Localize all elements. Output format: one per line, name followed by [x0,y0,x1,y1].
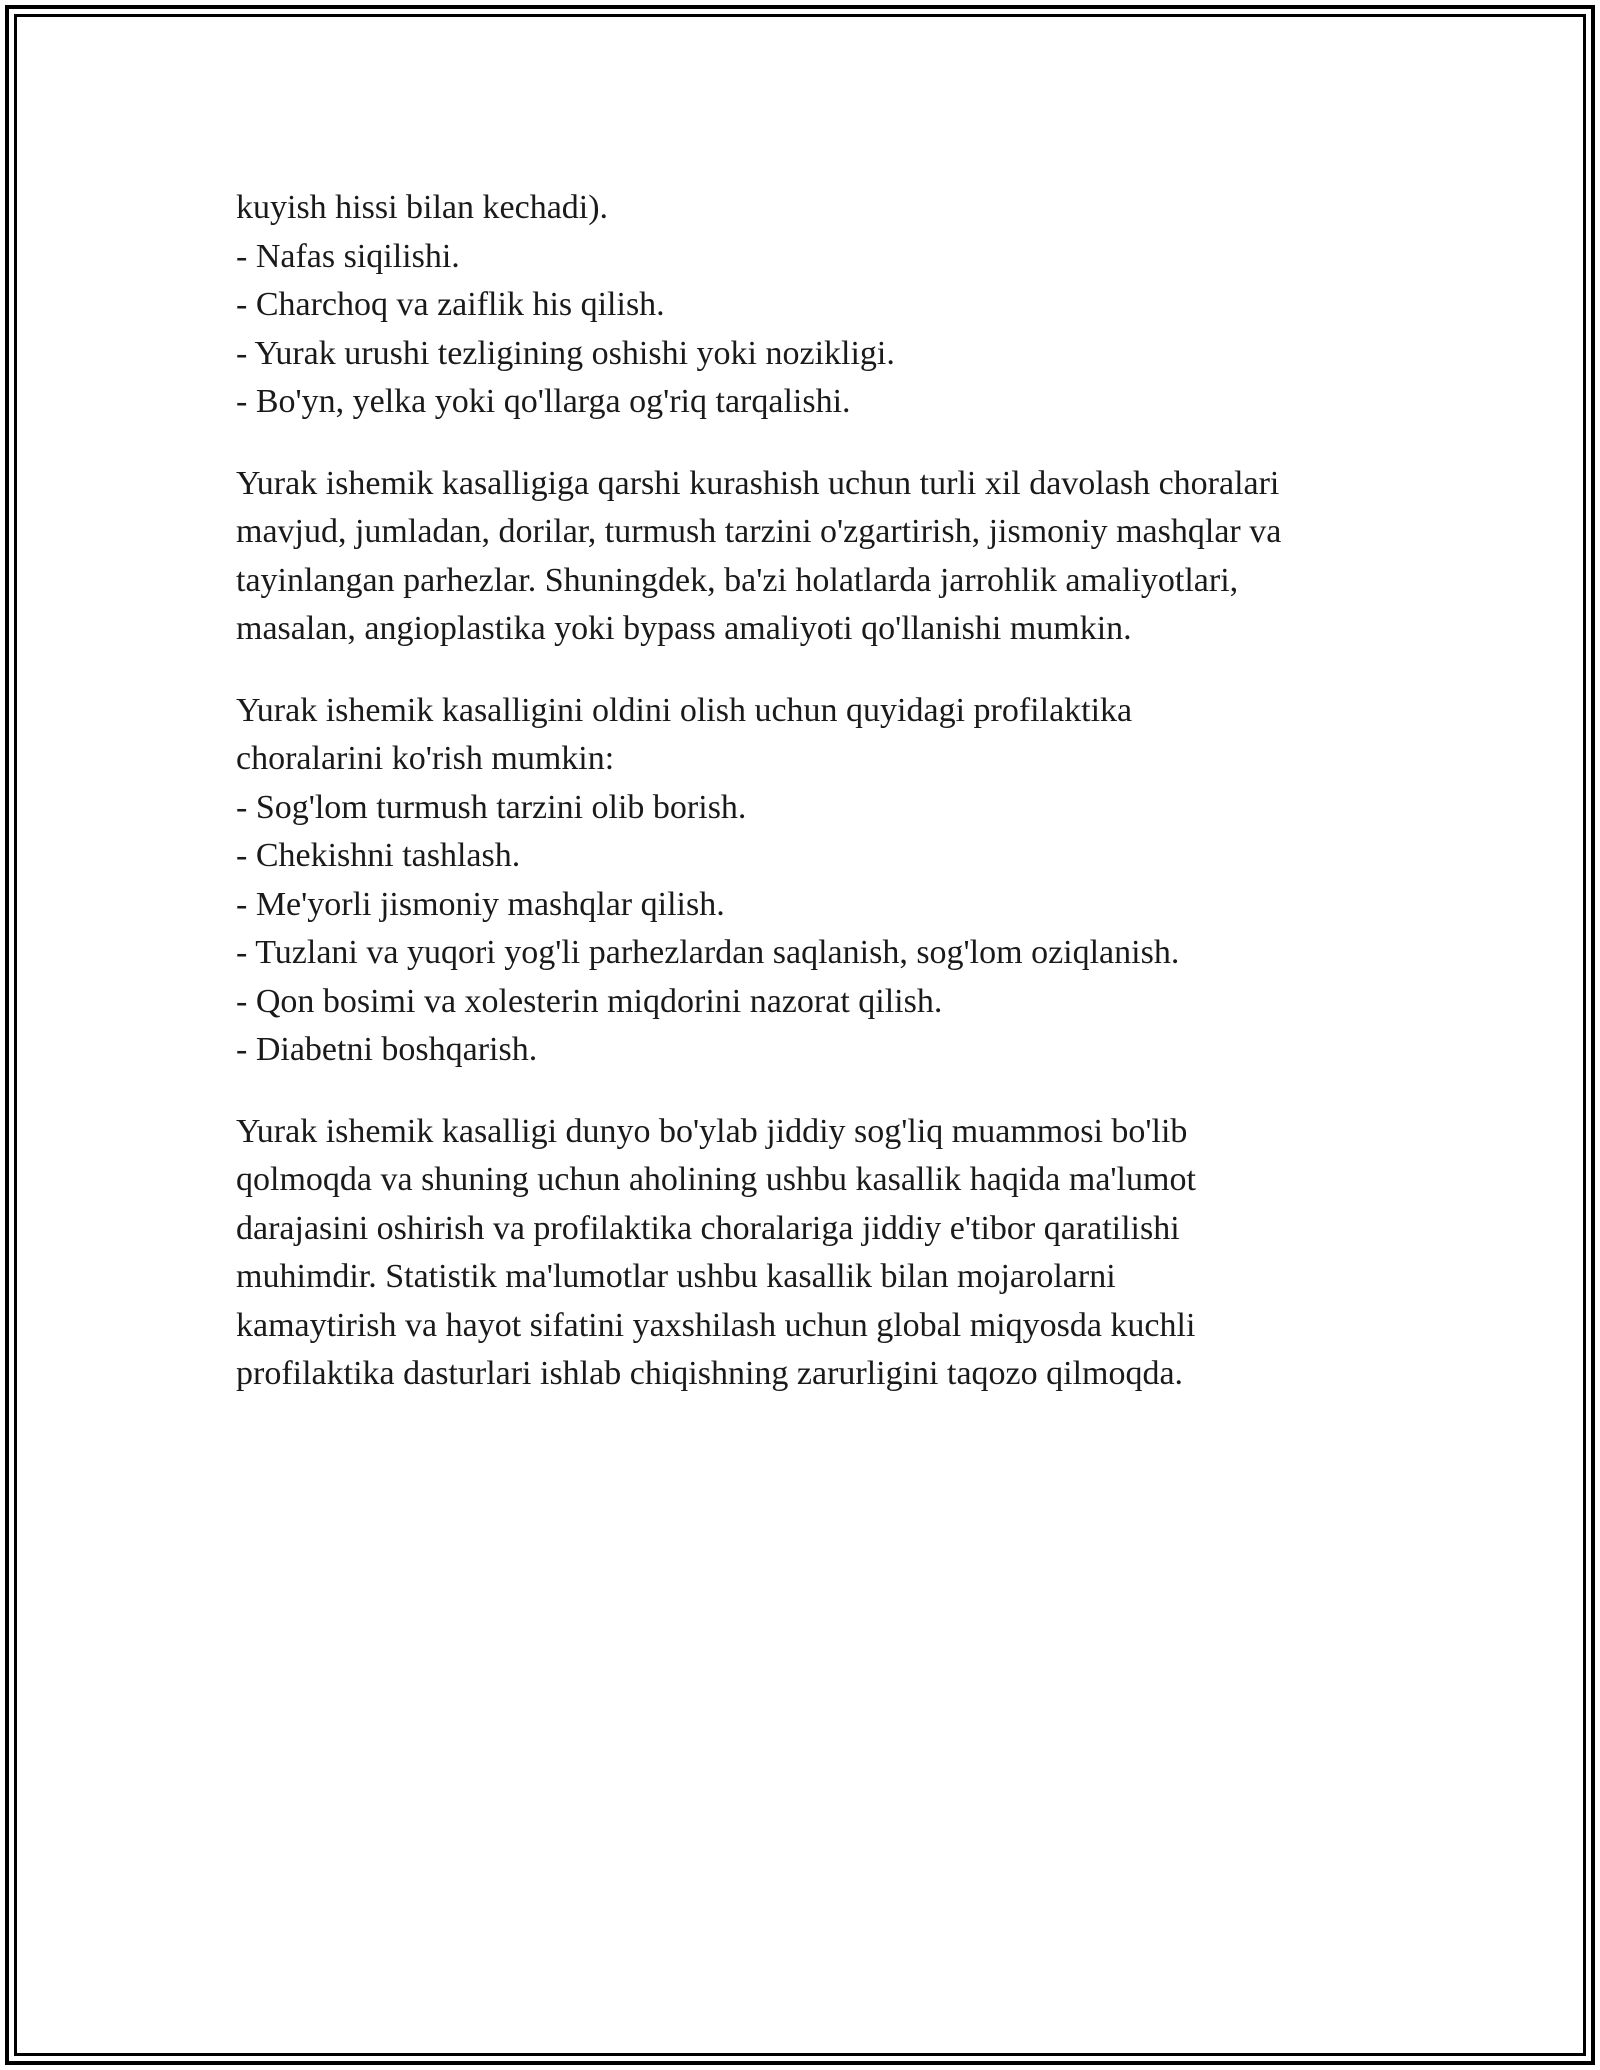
list-item: - Sog'lom turmush tarzini olib borish. [236,788,747,826]
document-body [236,184,1416,1399]
symptoms-list-continuation [236,184,1416,427]
list-item: - Qon bosimi va xolesterin miqdorini nazorat qilish. [236,982,943,1020]
list-item: - Nafas siqilishi. [236,237,460,275]
text-line: kuyish hissi bilan kechadi). [236,189,609,226]
text-line: tayinlangan parhezlar. Shuningdek, ba'zi holatlarda jarrohlik amaliyotlari, [236,561,1239,599]
list-item: - Tuzlani va yuqori yog'li parhezlardan saqlanish, sog'lom oziqlanish. [236,934,1180,971]
text-line: profilaktika dasturlari ishlab chiqishning zarurligini taqozo qilmoqda. [236,1355,1184,1392]
list-item: - Diabetni boshqarish. [236,1031,538,1068]
list-item: - Yurak urushi tezligining oshishi yoki nozikligi. [236,334,895,372]
text-line: muhimdir. Statistik ma'lumotlar ushbu kasallik bilan mojarolarni [236,1258,1116,1295]
prevention-paragraph [236,687,1416,1075]
text-line: darajasini oshirish va profilaktika choralariga jiddiy e'tibor qaratilishi [236,1209,1180,1247]
text-line: Yurak ishemik kasalligi dunyo bo'ylab jiddiy sog'liq muammosi bo'lib [236,1112,1188,1150]
text-line: masalan, angioplastika yoki bypass amaliyoti qo'llanishi mumkin. [236,610,1132,647]
text-line: Yurak ishemik kasalligini oldini olish uchun quyidagi profilaktika [236,691,1133,729]
list-item: - Chekishni tashlash. [236,837,521,874]
list-item: - Bo'yn, yelka yoki qo'llarga og'riq tarqalishi. [236,383,851,420]
text-line: kamaytirish va hayot sifatini yaxshilash uchun global miqyosda kuchli [236,1306,1196,1344]
list-item: - Me'yorli jismoniy mashqlar qilish. [236,885,725,923]
text-line: qolmoqda va shuning uchun aholining ushbu kasallik haqida ma'lumot [236,1161,1196,1198]
text-line: mavjud, jumladan, dorilar, turmush tarzini o'zgartirish, jismoniy mashqlar va [236,513,1282,550]
treatment-paragraph [236,460,1416,654]
list-item: - Charchoq va zaiflik his qilish. [236,286,665,323]
conclusion-paragraph [236,1108,1416,1399]
text-line: choralarini ko'rish mumkin: [236,740,615,777]
text-line: Yurak ishemik kasalligiga qarshi kurashish uchun turli xil davolash choralari [236,464,1280,502]
